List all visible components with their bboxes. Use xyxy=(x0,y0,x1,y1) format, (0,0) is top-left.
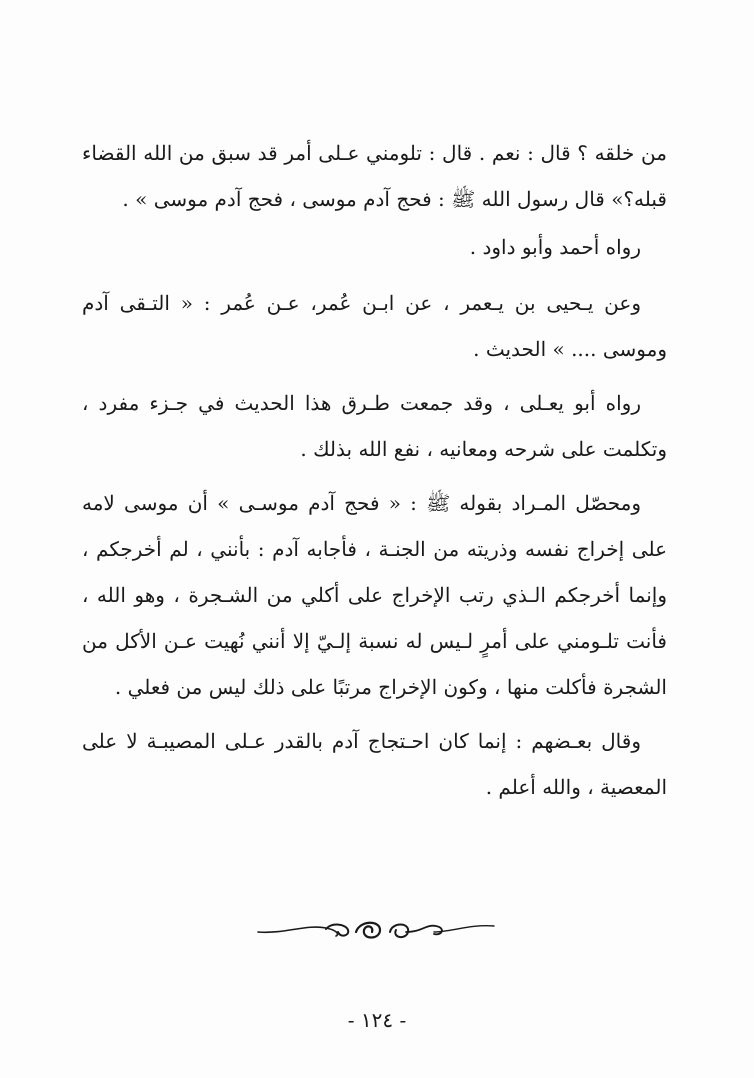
paragraph-6-line-2: المعصية ، والله أعلم . xyxy=(485,775,667,799)
paragraph-3 xyxy=(82,280,667,372)
paragraph-5-line-1: ومحصّل المـراد بقوله ﷺ : « فحج آدم موسـى » أن موسى لامه xyxy=(82,491,641,515)
paragraph-6 xyxy=(82,718,667,810)
paragraph-2 xyxy=(82,224,667,270)
page-number: - ١٢٤ - xyxy=(347,1008,407,1032)
paragraph-6-line-1: وقال بعـضهم : إنما كان احـتجاج آدم بالقدر عـلى المصيبـة لا على xyxy=(82,729,641,753)
paragraph-3-line-2: وموسى .... » الحديث . xyxy=(473,337,667,361)
body-text xyxy=(82,130,667,810)
paragraph-1 xyxy=(82,130,667,222)
paragraph-4-line-1: رواه أبو يعـلى ، وقد جمعت طـرق هذا الحديث في جـزء مفرد ، xyxy=(82,391,641,415)
paragraph-5-line-3: وإنما أخرجكم الـذي رتب الإخراج على أكلي من الشـجرة ، وهو الله ، xyxy=(82,583,667,607)
paragraph-4-line-2: وتكلمت على شرحه ومعانيه ، نفع الله بذلك . xyxy=(300,437,667,461)
paragraph-1-line-1: من خلقه ؟ قال : نعم . قال : تلومني عـلى أمر قد سبق من الله القضاء xyxy=(82,141,667,165)
paragraph-4 xyxy=(82,380,667,472)
paragraph-5-line-4: فأنت تلـومني على أمرٍ لـيس له نسبة إلـيّ إلا أنني نُهيت عـن الأكل من xyxy=(82,629,667,653)
paragraph-5-line-5: الشجرة فأكلت منها ، وكون الإخراج مرتبًا على ذلك ليس من فعلي . xyxy=(114,675,667,699)
paragraph-5-line-2: على إخراج نفسه وذريته من الجنـة ، فأجابه آدم : بأنني ، لم أخرجكم ، xyxy=(82,537,667,561)
paragraph-3-line-1: وعن يـحيى بن يـعمر ، عن ابـن عُمر، عـن عُمر : « التـقى آدم xyxy=(82,291,641,315)
paragraph-2-line-1: رواه أحمد وأبو داود . xyxy=(469,235,641,259)
paragraph-1-line-2: قبله؟» قال رسول الله ﷺ : فحج آدم موسى ، فحج آدم موسى » . xyxy=(122,187,667,211)
decorative-flourish-icon xyxy=(256,912,496,946)
paragraph-5 xyxy=(82,480,667,710)
